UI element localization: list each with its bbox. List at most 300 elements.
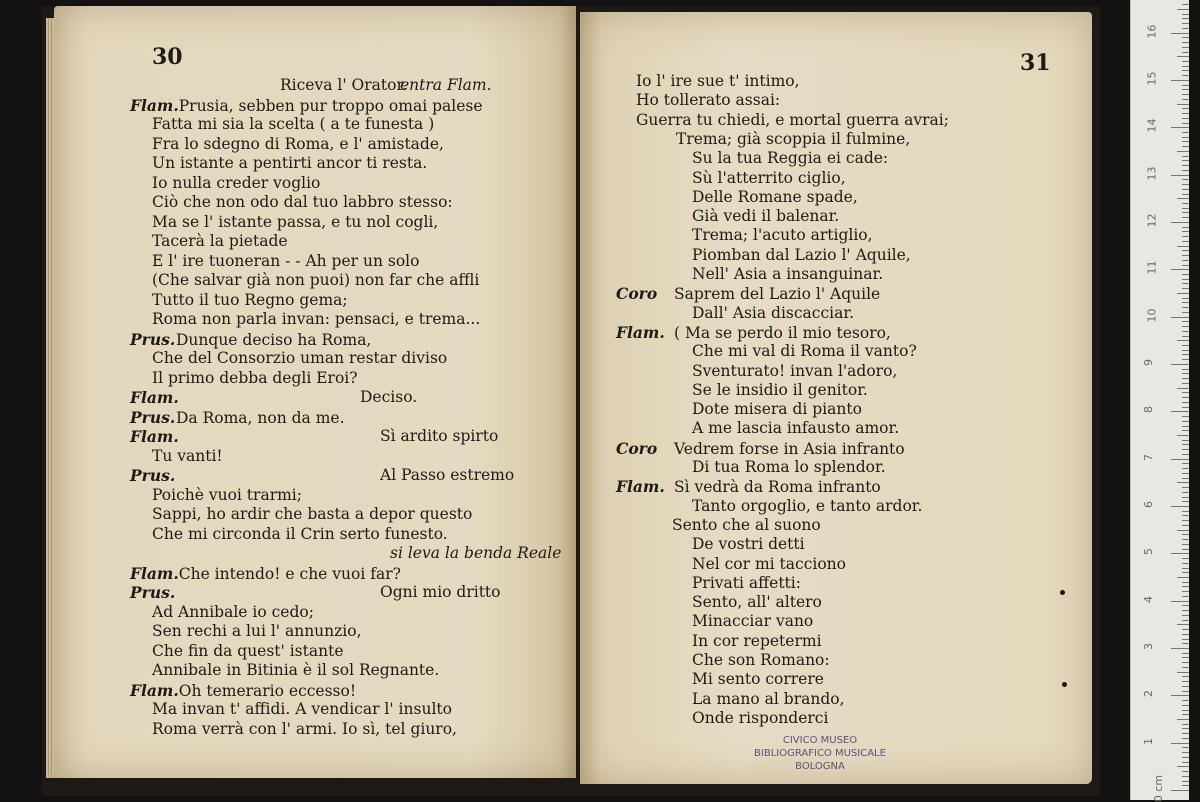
text-line [130, 349, 447, 368]
ruler-tick [1182, 724, 1189, 725]
ruler-tick [1182, 108, 1189, 109]
ruler-tick [1182, 203, 1189, 204]
speaker-name: Flam. [616, 323, 674, 342]
ruler-tick [1182, 710, 1189, 711]
speaker-name: Coro [616, 284, 674, 303]
verse-text: Trema; già scoppia il fulmine, [676, 130, 910, 148]
ruler-label: 2 [1142, 690, 1155, 697]
ruler-tick [1171, 506, 1189, 507]
text-line [130, 174, 320, 193]
ruler-label: 3 [1142, 643, 1155, 650]
verse-text: Mi sento correre [692, 670, 824, 688]
text-line [130, 525, 448, 544]
ruler-tick [1182, 61, 1189, 62]
ruler-label: 5 [1142, 548, 1155, 555]
ruler-tick [1182, 189, 1189, 190]
text-line [130, 271, 479, 290]
ruler-tick [1182, 141, 1189, 142]
ruler-tick [1171, 269, 1189, 270]
text-line [130, 447, 223, 466]
ruler-tick [1171, 317, 1189, 318]
verse-text: Tu vanti! [152, 447, 223, 465]
ruler-tick [1182, 260, 1189, 261]
ruler-tick [1182, 350, 1189, 351]
ruler-tick [1182, 85, 1189, 86]
verse-text: Ad Annibale io cedo; [152, 603, 314, 621]
ruler-tick [1182, 463, 1189, 464]
ruler-tick [1182, 534, 1189, 535]
ruler-label: 7 [1142, 454, 1155, 461]
text-line [616, 458, 886, 477]
verse-text: Dall' Asia discacciar. [692, 304, 854, 322]
verse-text: Che mi circonda il Crin serto funesto. [152, 525, 448, 543]
ruler-tick [1182, 454, 1189, 455]
text-line [130, 252, 419, 271]
verse-text: Io nulla creder voglio [152, 174, 320, 192]
text-line [130, 427, 179, 447]
text-line [616, 651, 830, 670]
ruler-tick [1171, 743, 1189, 744]
stamp-line: BOLOGNA [740, 760, 900, 773]
ink-spot [1060, 590, 1065, 595]
ruler-tick [1182, 66, 1189, 67]
verse-text: Vedrem forse in Asia infranto [674, 440, 905, 458]
ruler-tick [1182, 336, 1189, 337]
open-book [42, 6, 1100, 796]
ruler-tick [1182, 383, 1189, 384]
ruler-label: 14 [1146, 119, 1159, 133]
verse-text: Trema; l'acuto artiglio, [692, 226, 873, 244]
ruler-tick [1182, 75, 1189, 76]
text-line [616, 670, 824, 689]
text-line [616, 690, 845, 709]
text-line [616, 169, 846, 188]
text-line [130, 564, 401, 584]
text-line [616, 439, 905, 459]
ruler-tick [1182, 568, 1189, 569]
ruler-tick [1182, 52, 1189, 53]
ruler-tick [1171, 127, 1189, 128]
library-stamp [740, 734, 900, 773]
text-line [130, 310, 480, 329]
ruler-tick [1177, 624, 1189, 625]
verse-text: Nel cor mi tacciono [692, 555, 846, 573]
text-line [130, 486, 302, 505]
ruler-tick [1182, 700, 1189, 701]
ruler-tick [1171, 695, 1189, 696]
verse-continuation: Deciso. [360, 388, 417, 407]
ruler-tick [1182, 94, 1189, 95]
ruler-tick [1182, 47, 1189, 48]
verse-text: Un istante a pentirti ancor ti resta. [152, 154, 427, 172]
speaker-name: Prus. [130, 466, 176, 485]
verse-text: Tutto il tuo Regno gema; [152, 291, 348, 309]
ruler-tick [1182, 582, 1189, 583]
text-line [130, 115, 434, 134]
verse-text: In cor repetermi [692, 632, 822, 650]
verse-text: Roma non parla invan: pensaci, e trema... [152, 310, 480, 328]
text-line [616, 265, 883, 284]
verse-text: Il primo debba degli Eroi? [152, 369, 358, 387]
ruler-tick [1171, 553, 1189, 554]
speaker-name: Flam. [130, 681, 179, 700]
text-line [130, 583, 176, 603]
stage-direction: si leva la benda Reale [390, 544, 561, 562]
verse-text: Che del Consorzio uman restar diviso [152, 349, 447, 367]
ruler-tick [1182, 501, 1189, 502]
ruler-tick [1182, 497, 1189, 498]
ruler-tick [1177, 577, 1189, 578]
ruler-tick [1171, 459, 1189, 460]
text-line [616, 226, 873, 245]
verse-text: Sù l'atterrito ciglio, [692, 169, 846, 187]
ruler-tick [1177, 56, 1189, 57]
text-line [616, 342, 917, 361]
verse-text: Fatta mi sia la scelta ( a te funesta ) [152, 115, 434, 133]
verse-text: Sì vedrà da Roma infranto [674, 478, 881, 496]
left-page [54, 6, 576, 778]
ruler-tick [1171, 648, 1189, 649]
verse-text: Sento, all' altero [692, 593, 822, 611]
text-line [130, 642, 344, 661]
ruler-label: 4 [1142, 596, 1155, 603]
verse-text: Delle Romane spade, [692, 188, 858, 206]
ruler-tick [1177, 340, 1189, 341]
ruler-label: 10 [1146, 308, 1159, 322]
text-line [616, 400, 862, 419]
ruler-label: 6 [1142, 501, 1155, 508]
ruler-tick [1182, 123, 1189, 124]
ruler-tick [1182, 241, 1189, 242]
ruler-tick [1182, 28, 1189, 29]
ruler-tick [1182, 785, 1189, 786]
page-number-right: 31 [1020, 50, 1051, 76]
text-line [130, 544, 561, 563]
text-line [130, 505, 472, 524]
ruler-tick [1182, 255, 1189, 256]
page-number-left: 30 [152, 44, 183, 70]
text-line [130, 330, 371, 350]
verse-text: Dunque deciso ha Roma, [176, 331, 371, 349]
verse-text: Ho tollerato assai: [636, 91, 780, 109]
verse-text: ( Ma se perdo il mio tesoro, [674, 324, 891, 342]
ruler-tick [1182, 99, 1189, 100]
verse-text: Onde risponderci [692, 709, 828, 727]
verse-text: Piomban dal Lazio l' Aquile, [692, 246, 911, 264]
ruler-tick [1182, 298, 1189, 299]
speaker-name: Coro [616, 439, 674, 458]
text-line [616, 207, 839, 226]
speaker-name: Flam. [130, 564, 179, 583]
ruler-tick [1182, 37, 1189, 38]
ruler-label: 13 [1146, 166, 1159, 180]
ruler-tick [1182, 511, 1189, 512]
ruler-tick [1171, 175, 1189, 176]
ruler-tick [1182, 686, 1189, 687]
ruler-tick [1182, 426, 1189, 427]
verse-text: Sento che al suono [672, 516, 821, 534]
text-line [616, 246, 911, 265]
ruler-tick [1182, 563, 1189, 564]
ruler-tick [1182, 733, 1189, 734]
verse-text: Sventurato! invan l'adoro, [692, 362, 897, 380]
text-line [616, 612, 813, 631]
text-line [616, 419, 899, 438]
verse-text: Che fin da quest' istante [152, 642, 344, 660]
verse-text: Già vedi il balenar. [692, 207, 839, 225]
verse-text: Che intendo! e che vuoi far? [179, 565, 401, 583]
text-line [130, 154, 427, 173]
ruler-tick [1182, 184, 1189, 185]
ruler-tick [1182, 705, 1189, 706]
verse-text: Ma invan t' affidi. A vendicar l' insulto [152, 700, 452, 718]
verse-text: Poichè vuoi trarmi; [152, 486, 302, 504]
ruler-tick [1182, 369, 1189, 370]
ruler-tick [1182, 4, 1189, 5]
verse-continuation: Al Passo estremo [380, 466, 514, 485]
ruler-tick [1182, 407, 1189, 408]
ruler-tick [1177, 672, 1189, 673]
text-line [616, 72, 800, 91]
ruler-tick [1182, 250, 1189, 251]
ruler-tick [1182, 610, 1189, 611]
ruler-label: 12 [1146, 213, 1159, 227]
text-line [130, 76, 407, 95]
ruler-tick [1182, 359, 1189, 360]
ruler-tick [1182, 676, 1189, 677]
text-line [130, 603, 314, 622]
verse-text: Se le insidio il genitor. [692, 381, 868, 399]
ruler-tick [1177, 388, 1189, 389]
verse-text: Nell' Asia a insanguinar. [692, 265, 883, 283]
text-line [130, 369, 358, 388]
ruler-tick [1182, 321, 1189, 322]
text-line [130, 681, 356, 701]
ruler-tick [1182, 771, 1189, 772]
text-line [616, 574, 801, 593]
ruler-tick [1171, 33, 1189, 34]
ruler-tick [1177, 482, 1189, 483]
ruler-tick [1182, 639, 1189, 640]
verse-text: Minacciar vano [692, 612, 813, 630]
measurement-ruler [1130, 0, 1189, 800]
verse-text: La mano al brando, [692, 690, 845, 708]
verse-text: Oh temerario eccesso! [179, 682, 356, 700]
ruler-tick [1182, 549, 1189, 550]
verse-text: (Che salvar già non puoi) non far che affli [152, 271, 479, 289]
ruler-tick [1182, 42, 1189, 43]
ruler-tick [1182, 236, 1189, 237]
ruler-tick [1182, 156, 1189, 157]
text-line [616, 555, 846, 574]
ruler-tick [1182, 132, 1189, 133]
verse-text: Riceva l' Orator. [280, 76, 407, 94]
ruler-tick [1182, 605, 1189, 606]
ruler-tick [1182, 373, 1189, 374]
ruler-tick [1182, 653, 1189, 654]
ruler-label: 15 [1146, 71, 1159, 85]
text-line [130, 408, 345, 428]
ruler-tick [1182, 667, 1189, 668]
verse-text: Che son Romano: [692, 651, 830, 669]
ruler-tick [1177, 9, 1189, 10]
text-line [130, 661, 439, 680]
ruler-tick [1182, 274, 1189, 275]
verse-text: Fra lo sdegno di Roma, e l' amistade, [152, 135, 444, 153]
ruler-tick [1182, 265, 1189, 266]
speaker-name: Flam. [130, 427, 179, 446]
text-line [130, 232, 288, 251]
ruler-tick [1182, 345, 1189, 346]
ruler-label: 8 [1142, 406, 1155, 413]
text-line [616, 709, 828, 728]
ruler-tick [1177, 530, 1189, 531]
ruler-tick [1171, 790, 1189, 791]
text-line [130, 622, 362, 641]
ruler-label: 16 [1146, 24, 1159, 38]
speaker-name: Prus. [130, 330, 176, 349]
ruler-tick [1182, 397, 1189, 398]
ruler-tick [1182, 714, 1189, 715]
ruler-tick [1182, 326, 1189, 327]
text-line [130, 193, 453, 212]
verse-text: E l' ire tuoneran - - Ah per un solo [152, 252, 419, 270]
text-line [616, 362, 897, 381]
ruler-tick [1182, 525, 1189, 526]
ruler-tick [1182, 572, 1189, 573]
verse-text: Sappi, ho ardir che basta a depor questo [152, 505, 472, 523]
ruler-tick [1182, 217, 1189, 218]
ruler-tick [1182, 14, 1189, 15]
ruler-tick [1182, 392, 1189, 393]
ruler-tick [1182, 89, 1189, 90]
ruler-label: 0 cm [1152, 775, 1165, 802]
ruler-tick [1182, 473, 1189, 474]
ruler-tick [1182, 179, 1189, 180]
ruler-tick [1182, 596, 1189, 597]
text-line [616, 188, 858, 207]
ruler-tick [1182, 302, 1189, 303]
ruler-tick [1182, 662, 1189, 663]
ruler-tick [1182, 747, 1189, 748]
text-line [616, 477, 881, 497]
text-line [616, 91, 780, 110]
verse-text: De vostri detti [692, 535, 805, 553]
ruler-tick [1177, 435, 1189, 436]
verse-text: Io l' ire sue t' intimo, [636, 72, 800, 90]
text-line [130, 96, 483, 116]
verse-text: Sen rechi a lui l' annunzio, [152, 622, 362, 640]
verse-text: Dote misera di pianto [692, 400, 862, 418]
text-line [616, 593, 822, 612]
verse-continuation: Ogni mio dritto [380, 583, 501, 602]
verse-text: Ma se l' istante passa, e tu nol cogli, [152, 213, 438, 231]
ruler-tick [1182, 312, 1189, 313]
ruler-tick [1182, 781, 1189, 782]
ruler-tick [1182, 629, 1189, 630]
ruler-tick [1182, 468, 1189, 469]
ruler-tick [1177, 151, 1189, 152]
ruler-tick [1182, 231, 1189, 232]
right-page [580, 12, 1092, 784]
ruler-tick [1182, 212, 1189, 213]
ruler-tick [1182, 776, 1189, 777]
speaker-name: Flam. [130, 388, 179, 407]
ruler-tick [1182, 752, 1189, 753]
text-line [616, 323, 891, 343]
ruler-tick [1182, 416, 1189, 417]
stamp-line: BIBLIOGRAFICO MUSICALE [740, 747, 900, 760]
ruler-tick [1182, 544, 1189, 545]
text-line [130, 135, 444, 154]
ruler-tick [1171, 601, 1189, 602]
text-line [616, 516, 821, 535]
ruler-label: 1 [1142, 738, 1155, 745]
verse-text: Di tua Roma lo splendor. [692, 458, 886, 476]
verse-text: Saprem del Lazio l' Aquile [674, 285, 880, 303]
ruler-tick [1177, 719, 1189, 720]
ruler-tick [1182, 586, 1189, 587]
ruler-tick [1182, 515, 1189, 516]
ruler-tick [1182, 208, 1189, 209]
text-line [130, 466, 176, 486]
ruler-tick [1182, 520, 1189, 521]
ruler-tick [1182, 591, 1189, 592]
ruler-tick [1182, 657, 1189, 658]
verse-text: Tanto orgoglio, e tanto ardor. [692, 497, 922, 515]
ruler-tick [1182, 478, 1189, 479]
ruler-tick [1182, 440, 1189, 441]
speaker-name: Prus. [130, 583, 176, 602]
ruler-tick [1182, 378, 1189, 379]
verse-text: Ciò che non odo dal tuo labbro stesso: [152, 193, 453, 211]
speaker-name: Prus. [130, 408, 176, 427]
stamp-line: CIVICO MUSEO [740, 734, 900, 747]
ruler-tick [1182, 160, 1189, 161]
ruler-tick [1182, 681, 1189, 682]
ruler-tick [1182, 18, 1189, 19]
ruler-tick [1182, 402, 1189, 403]
ruler-tick [1177, 293, 1189, 294]
verse-text: Roma verrà con l' armi. Io sì, tel giuro, [152, 720, 457, 738]
text-line [616, 381, 868, 400]
verse-text: Privati affetti: [692, 574, 801, 592]
verse-text: Da Roma, non da me. [176, 409, 345, 427]
text-line [130, 720, 457, 739]
text-line [616, 130, 910, 149]
ruler-tick [1182, 279, 1189, 280]
ruler-tick [1182, 307, 1189, 308]
text-line [616, 535, 805, 554]
ruler-tick [1182, 492, 1189, 493]
ruler-tick [1182, 634, 1189, 635]
verse-continuation: Sì ardito spirto [380, 427, 498, 446]
speaker-name: Flam. [616, 477, 674, 496]
ruler-tick [1182, 137, 1189, 138]
ruler-tick [1182, 539, 1189, 540]
ruler-tick [1182, 430, 1189, 431]
ruler-tick [1171, 222, 1189, 223]
ruler-tick [1171, 411, 1189, 412]
text-line [130, 213, 438, 232]
ink-spot [1062, 682, 1067, 687]
ruler-tick [1177, 104, 1189, 105]
ruler-tick [1182, 194, 1189, 195]
ruler-tick [1182, 354, 1189, 355]
text-line [130, 388, 179, 408]
ruler-tick [1177, 766, 1189, 767]
ruler-tick [1182, 227, 1189, 228]
